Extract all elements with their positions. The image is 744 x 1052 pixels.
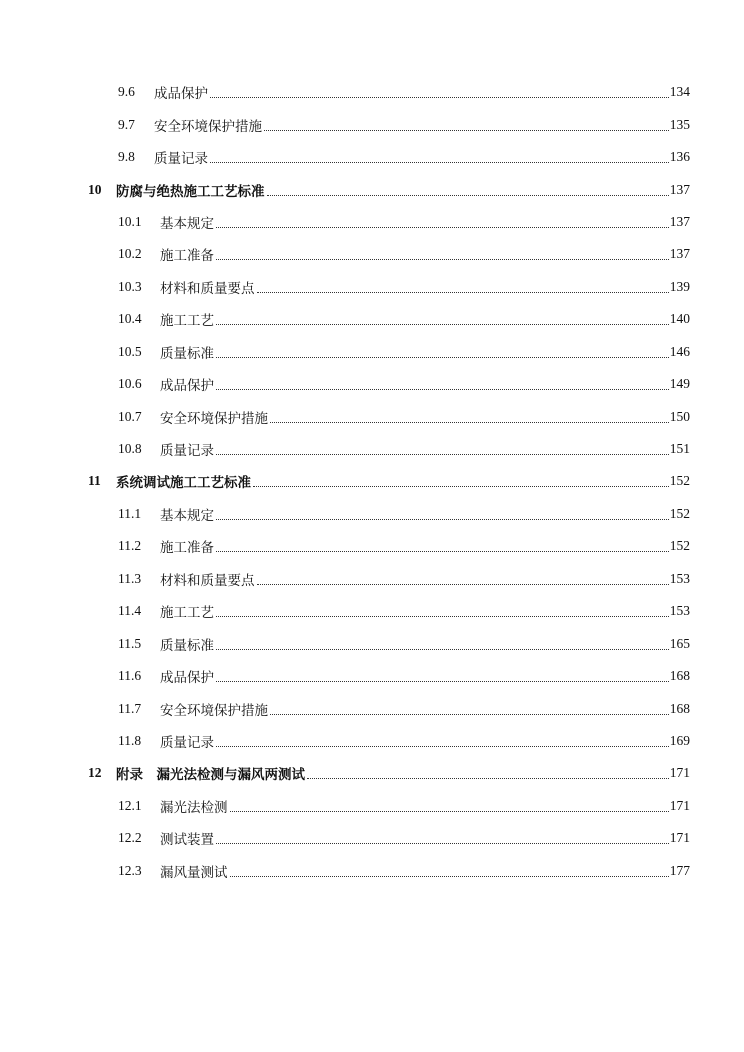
toc-entry-page: 165 — [669, 635, 690, 651]
toc-entry-page: 137 — [669, 213, 690, 229]
toc-section-entry[interactable] — [0, 660, 744, 692]
toc-entry-content — [88, 471, 690, 491]
toc-entry-page: 153 — [669, 603, 690, 619]
dot-leader — [216, 615, 669, 617]
toc-entry-content — [118, 212, 690, 232]
dot-leader — [216, 550, 669, 552]
toc-entry-number: 10.7 — [118, 408, 142, 424]
toc-entry-content — [118, 82, 690, 102]
toc-entry-title: 材料和质量要点 — [160, 280, 255, 296]
toc-section-entry[interactable] — [0, 368, 744, 400]
toc-entry-page: 168 — [669, 700, 690, 716]
toc-entry-number: 10.4 — [118, 311, 142, 327]
toc-entry-number: 11.5 — [118, 635, 142, 651]
toc-entry-title: 防腐与绝热施工工艺标准 — [116, 183, 265, 199]
toc-section-entry[interactable] — [0, 271, 744, 303]
toc-entry-title: 质量记录 — [160, 734, 214, 750]
dot-leader — [270, 421, 669, 423]
dot-leader — [216, 258, 669, 260]
toc-entry-number: 10.1 — [118, 213, 142, 229]
toc-section-entry[interactable] — [0, 336, 744, 368]
toc-entry-number: 10 — [88, 181, 102, 197]
toc-entry-title: 漏光法检测 — [160, 799, 228, 815]
dot-leader — [307, 777, 669, 779]
dot-leader — [216, 388, 669, 390]
toc-entry-page: 177 — [669, 862, 690, 878]
toc-section-entry[interactable] — [0, 530, 744, 562]
toc-entry-number: 12.1 — [118, 797, 142, 813]
toc-entry-page: 168 — [669, 668, 690, 684]
toc-entry-content — [118, 407, 690, 427]
toc-entry-title: 附录 漏光法检测与漏风两测试 — [116, 767, 305, 783]
toc-entry-title: 成品保护 — [160, 378, 214, 394]
toc-entry-page: 136 — [669, 149, 690, 165]
toc-entry-page: 149 — [669, 376, 690, 392]
toc-entry-page: 171 — [669, 830, 690, 846]
toc-section-entry[interactable] — [0, 76, 744, 108]
dot-leader — [216, 680, 669, 682]
toc-entry-content — [118, 569, 690, 589]
toc-entry-page: 137 — [669, 246, 690, 262]
toc-entry-page: 152 — [669, 505, 690, 521]
toc-entry-title: 质量标准 — [160, 637, 214, 653]
toc-entry-content — [118, 699, 690, 719]
toc-section-entry[interactable] — [0, 108, 744, 140]
dot-leader — [216, 226, 669, 228]
toc-entry-page: 151 — [669, 441, 690, 457]
toc-entry-content — [118, 731, 690, 751]
toc-entry-content — [88, 763, 690, 783]
toc-entry-number: 10.2 — [118, 246, 142, 262]
toc-entry-number: 9.6 — [118, 84, 135, 100]
toc-entry-title: 测试装置 — [160, 832, 214, 848]
toc-entry-content — [118, 796, 690, 816]
toc-entry-title: 质量记录 — [154, 151, 208, 167]
toc-entry-content — [118, 666, 690, 686]
toc-section-entry[interactable] — [0, 692, 744, 724]
toc-entry-content — [118, 342, 690, 362]
toc-entry-page: 135 — [669, 116, 690, 132]
toc-entry-content — [118, 634, 690, 654]
toc-entry-content — [118, 147, 690, 167]
toc-section-entry[interactable] — [0, 563, 744, 595]
dot-leader — [270, 713, 669, 715]
dot-leader — [216, 518, 669, 520]
toc-entry-number: 9.7 — [118, 116, 135, 132]
dot-leader — [253, 485, 669, 487]
toc-entry-content — [118, 828, 690, 848]
toc-entry-page: 171 — [669, 765, 690, 781]
toc-entry-title: 质量标准 — [160, 345, 214, 361]
toc-chapter-entry[interactable] — [0, 757, 744, 789]
toc-entry-content — [118, 861, 690, 881]
toc-entry-page: 134 — [669, 84, 690, 100]
toc-entry-content — [88, 180, 690, 200]
dot-leader — [230, 875, 669, 877]
dot-leader — [257, 583, 669, 585]
dot-leader — [216, 356, 669, 358]
toc-entry-number: 11.4 — [118, 603, 142, 619]
toc-section-entry[interactable] — [0, 303, 744, 335]
toc-entry-page: 137 — [669, 181, 690, 197]
toc-section-entry[interactable] — [0, 141, 744, 173]
toc-section-entry[interactable] — [0, 433, 744, 465]
toc-entry-title: 系统调试施工工艺标准 — [116, 475, 251, 491]
toc-entry-content — [118, 374, 690, 394]
toc-chapter-entry[interactable] — [0, 465, 744, 497]
toc-section-entry[interactable] — [0, 822, 744, 854]
toc-section-entry[interactable] — [0, 790, 744, 822]
toc-entry-title: 基本规定 — [160, 507, 214, 523]
dot-leader — [264, 129, 669, 131]
toc-section-entry[interactable] — [0, 855, 744, 887]
toc-entry-number: 9.8 — [118, 149, 135, 165]
toc-entry-number: 11.2 — [118, 538, 142, 554]
dot-leader — [257, 291, 669, 293]
toc-entry-page: 171 — [669, 797, 690, 813]
toc-entry-number: 10.6 — [118, 376, 142, 392]
toc-section-entry[interactable] — [0, 238, 744, 270]
toc-entry-number: 11 — [88, 473, 101, 489]
toc-entry-title: 质量记录 — [160, 443, 214, 459]
dot-leader — [216, 745, 669, 747]
dot-leader — [230, 810, 669, 812]
toc-entry-title: 施工准备 — [160, 248, 214, 264]
dot-leader — [210, 161, 669, 163]
toc-entry-content — [118, 277, 690, 297]
dot-leader — [210, 96, 669, 98]
toc-entry-number: 11.6 — [118, 668, 142, 684]
toc-entry-page: 152 — [669, 473, 690, 489]
toc-entry-page: 139 — [669, 278, 690, 294]
toc-entry-number: 11.3 — [118, 570, 142, 586]
toc-entry-number: 11.8 — [118, 732, 142, 748]
toc-entry-title: 施工工艺 — [160, 313, 214, 329]
toc-entry-title: 成品保护 — [160, 670, 214, 686]
toc-entry-title: 施工准备 — [160, 540, 214, 556]
toc-entry-number: 12.2 — [118, 830, 142, 846]
toc-entry-page: 146 — [669, 343, 690, 359]
toc-entry-title: 基本规定 — [160, 215, 214, 231]
dot-leader — [216, 648, 669, 650]
toc-entry-number: 10.3 — [118, 278, 142, 294]
toc-entry-title: 材料和质量要点 — [160, 572, 255, 588]
toc-entry-title: 安全环境保护措施 — [160, 410, 268, 426]
toc-entry-content — [118, 244, 690, 264]
toc-section-entry[interactable] — [0, 206, 744, 238]
toc-entry-number: 10.5 — [118, 343, 142, 359]
toc-entry-content — [118, 115, 690, 135]
table-of-contents — [0, 76, 744, 887]
toc-entry-number: 12.3 — [118, 862, 142, 878]
toc-section-entry[interactable] — [0, 400, 744, 432]
toc-entry-number: 11.1 — [118, 505, 142, 521]
toc-entry-content — [118, 439, 690, 459]
toc-entry-content — [118, 504, 690, 524]
toc-entry-title: 漏风量测试 — [160, 864, 228, 880]
toc-section-entry[interactable] — [0, 725, 744, 757]
toc-entry-content — [118, 536, 690, 556]
toc-section-entry[interactable] — [0, 498, 744, 530]
toc-entry-number: 11.7 — [118, 700, 142, 716]
toc-entry-content — [118, 601, 690, 621]
dot-leader — [267, 194, 669, 196]
toc-entry-title: 安全环境保护措施 — [154, 118, 262, 134]
toc-entry-title: 施工工艺 — [160, 605, 214, 621]
toc-section-entry[interactable] — [0, 627, 744, 659]
toc-entry-page: 150 — [669, 408, 690, 424]
toc-entry-content — [118, 309, 690, 329]
toc-entry-title: 安全环境保护措施 — [160, 702, 268, 718]
toc-entry-number: 10.8 — [118, 441, 142, 457]
toc-entry-page: 169 — [669, 732, 690, 748]
toc-entry-title: 成品保护 — [154, 86, 208, 102]
dot-leader — [216, 453, 669, 455]
toc-chapter-entry[interactable] — [0, 173, 744, 205]
toc-entry-page: 140 — [669, 311, 690, 327]
toc-section-entry[interactable] — [0, 595, 744, 627]
toc-entry-page: 153 — [669, 570, 690, 586]
toc-entry-number: 12 — [88, 765, 102, 781]
toc-entry-page: 152 — [669, 538, 690, 554]
dot-leader — [216, 323, 669, 325]
dot-leader — [216, 842, 669, 844]
